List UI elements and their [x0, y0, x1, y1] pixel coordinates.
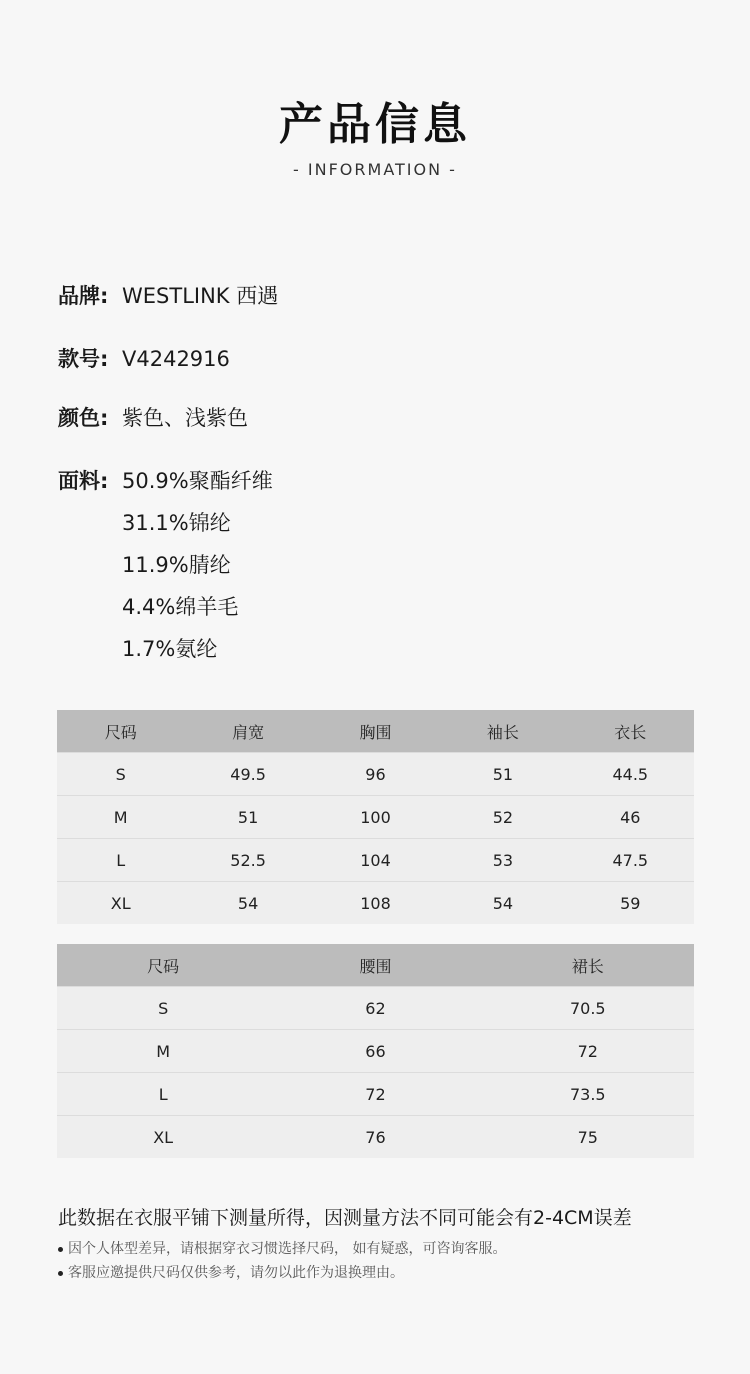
page-subtitle: - INFORMATION - [293, 160, 457, 179]
table-cell: 108 [312, 882, 439, 925]
table-cell: 53 [439, 839, 566, 882]
column-header: 肩宽 [184, 710, 311, 753]
top-size-table [57, 710, 694, 924]
color-row [58, 402, 248, 432]
column-header: 衣长 [567, 710, 694, 753]
table-cell: S [57, 987, 269, 1030]
fabric-row [58, 465, 273, 495]
note-bullet-item [58, 1262, 404, 1282]
table-cell: L [57, 1073, 269, 1116]
column-header: 腰围 [269, 944, 481, 987]
column-header: 尺码 [57, 710, 184, 753]
table-cell: 76 [269, 1116, 481, 1159]
table-row [57, 753, 694, 796]
table-row [57, 882, 694, 925]
table-row [57, 796, 694, 839]
column-header: 裙长 [482, 944, 694, 987]
table-cell: L [57, 839, 184, 882]
table-cell: 52.5 [184, 839, 311, 882]
table-row [57, 1030, 694, 1073]
table-cell: 51 [439, 753, 566, 796]
table-cell: 52 [439, 796, 566, 839]
table-cell: 54 [439, 882, 566, 925]
table-cell: 47.5 [567, 839, 694, 882]
brand-row [58, 280, 278, 310]
table-header-row [57, 944, 694, 987]
note-bullet-item [58, 1238, 506, 1258]
page-title: 产品信息 [279, 99, 471, 150]
table-header-row [57, 710, 694, 753]
table-row [57, 987, 694, 1030]
brand-label: 品牌: [58, 284, 109, 308]
model-value: V4242916 [122, 347, 230, 371]
measurement-note: 此数据在衣服平铺下测量所得，因测量方法不同可能会有2-4CM误差 [58, 1207, 632, 1229]
note-bullet-text: 因个人体型差异，请根据穿衣习惯选择尺码， 如有疑惑，可咨询客服。 [68, 1241, 507, 1257]
fabric-line: 31.1%锦纶 [122, 511, 231, 535]
table-cell: 96 [312, 753, 439, 796]
table-cell: 72 [482, 1030, 694, 1073]
table-row [57, 1073, 694, 1116]
table-cell: XL [57, 1116, 269, 1159]
column-header: 袖长 [439, 710, 566, 753]
table-cell: 49.5 [184, 753, 311, 796]
fabric-line: 50.9%聚酯纤维 [122, 469, 273, 493]
table-cell: 66 [269, 1030, 481, 1073]
table-cell: 75 [482, 1116, 694, 1159]
table-cell: 46 [567, 796, 694, 839]
fabric-line: 4.4%绵羊毛 [122, 595, 239, 619]
fabric-label: 面料: [58, 469, 109, 493]
bullet-dot-icon [58, 1271, 63, 1276]
table-cell: 51 [184, 796, 311, 839]
skirt-size-table [57, 944, 694, 1158]
model-label: 款号: [58, 347, 109, 371]
table-cell: 54 [184, 882, 311, 925]
table-cell: 59 [567, 882, 694, 925]
table-cell: XL [57, 882, 184, 925]
table-cell: 44.5 [567, 753, 694, 796]
table-cell: 104 [312, 839, 439, 882]
brand-value: WESTLINK 西遇 [122, 284, 279, 308]
fabric-line: 11.9%腈纶 [122, 553, 231, 577]
fabric-line: 1.7%氨纶 [122, 637, 218, 661]
table-row [57, 1116, 694, 1159]
table-row [57, 839, 694, 882]
model-row [58, 343, 230, 373]
color-label: 颜色: [58, 406, 109, 430]
table-cell: 62 [269, 987, 481, 1030]
table-cell: M [57, 796, 184, 839]
table-cell: 72 [269, 1073, 481, 1116]
column-header: 胸围 [312, 710, 439, 753]
table-cell: 73.5 [482, 1073, 694, 1116]
table-cell: 70.5 [482, 987, 694, 1030]
color-value: 紫色、浅紫色 [122, 406, 248, 430]
table-cell: M [57, 1030, 269, 1073]
table-cell: S [57, 753, 184, 796]
column-header: 尺码 [57, 944, 269, 987]
bullet-dot-icon [58, 1247, 63, 1252]
note-bullet-text: 客服应邀提供尺码仅供参考，请勿以此作为退换理由。 [68, 1265, 404, 1281]
table-cell: 100 [312, 796, 439, 839]
